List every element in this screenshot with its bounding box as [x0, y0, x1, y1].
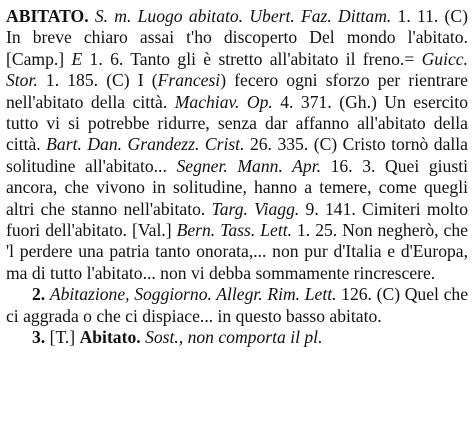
citation-text: Segner. Mann. Apr. [176, 155, 321, 176]
sense-1-paragraph [6, 6, 468, 284]
body-text: 16. 3. Quei giusti ancora, che vivono in solitudine, hanno a temere, come quegli altri che stanno nell'abitato. [6, 155, 468, 219]
citation-text: Ubert. Faz. Dittam. [249, 6, 392, 26]
sense-1-body [6, 6, 468, 283]
sense-3-number: 3. [32, 327, 46, 348]
body-text: 9. 141. Cimiteri molto fuori dell'abitato. [Val.] [6, 198, 468, 241]
citation-text: Francesi [157, 70, 221, 91]
body-text: ) fecero ogni sforzo per rientrare nell'abitato della città. [6, 70, 468, 112]
body-text: 1. 6. Tanto gli è stretto all'abitato il freno.= [82, 48, 422, 69]
citation-text: Guicc. Stor. [6, 48, 468, 91]
citation-text: Machiav. Op. [174, 91, 273, 112]
body-text: 1. 185. (C) I ( [37, 70, 158, 91]
sense-2-number: 2. [32, 284, 46, 305]
part-of-speech: S. m. [94, 6, 132, 26]
bold-text: Abitato. [79, 327, 141, 348]
sense-2-paragraph [6, 284, 468, 327]
citation-text: Sost., non comporta il pl. [145, 327, 323, 348]
citation-text: Abitazione, Soggiorno. Allegr. Rim. Lett. [49, 284, 337, 305]
citation-text: Bart. Dan. Grandezz. Crist. [46, 134, 245, 155]
sense-3-paragraph [6, 327, 468, 348]
body-text: [T.] [45, 327, 80, 348]
definition: Luogo abitato. [137, 6, 244, 26]
headword: ABITATO. [6, 6, 89, 26]
citation-text: Targ. Viagg. [211, 198, 300, 219]
body-text: 126. (C) Quel che ci aggrada o che ci dispiace... in questo basso abitato. [6, 284, 468, 326]
body-text: 26. 335. (C) Cristo tornò dalla solitudine all'abitato... [6, 134, 468, 176]
body-text: 1. 25. Non negherò, che 'l perdere una patria tanto onorata,... non pur d'Italia e d'Europa, ma di tutto l'abitato... non vi debba sommamente rincrescere. [6, 220, 468, 283]
citation-text: Bern. Tass. Lett. [176, 220, 293, 241]
citation-text: E [71, 48, 83, 69]
body-text: 4. 371. (Gh.) Un esercito tutto vi si potrebbe ridurre, senza dar affanno all'abitato della città. [6, 91, 468, 155]
sense-3-body [45, 327, 322, 347]
sense-2-body [6, 284, 468, 325]
body-text: 1. 11. (C) In breve chiaro assai t'ho discoperto Del mondo l'abitato. [Camp.] [6, 6, 468, 69]
